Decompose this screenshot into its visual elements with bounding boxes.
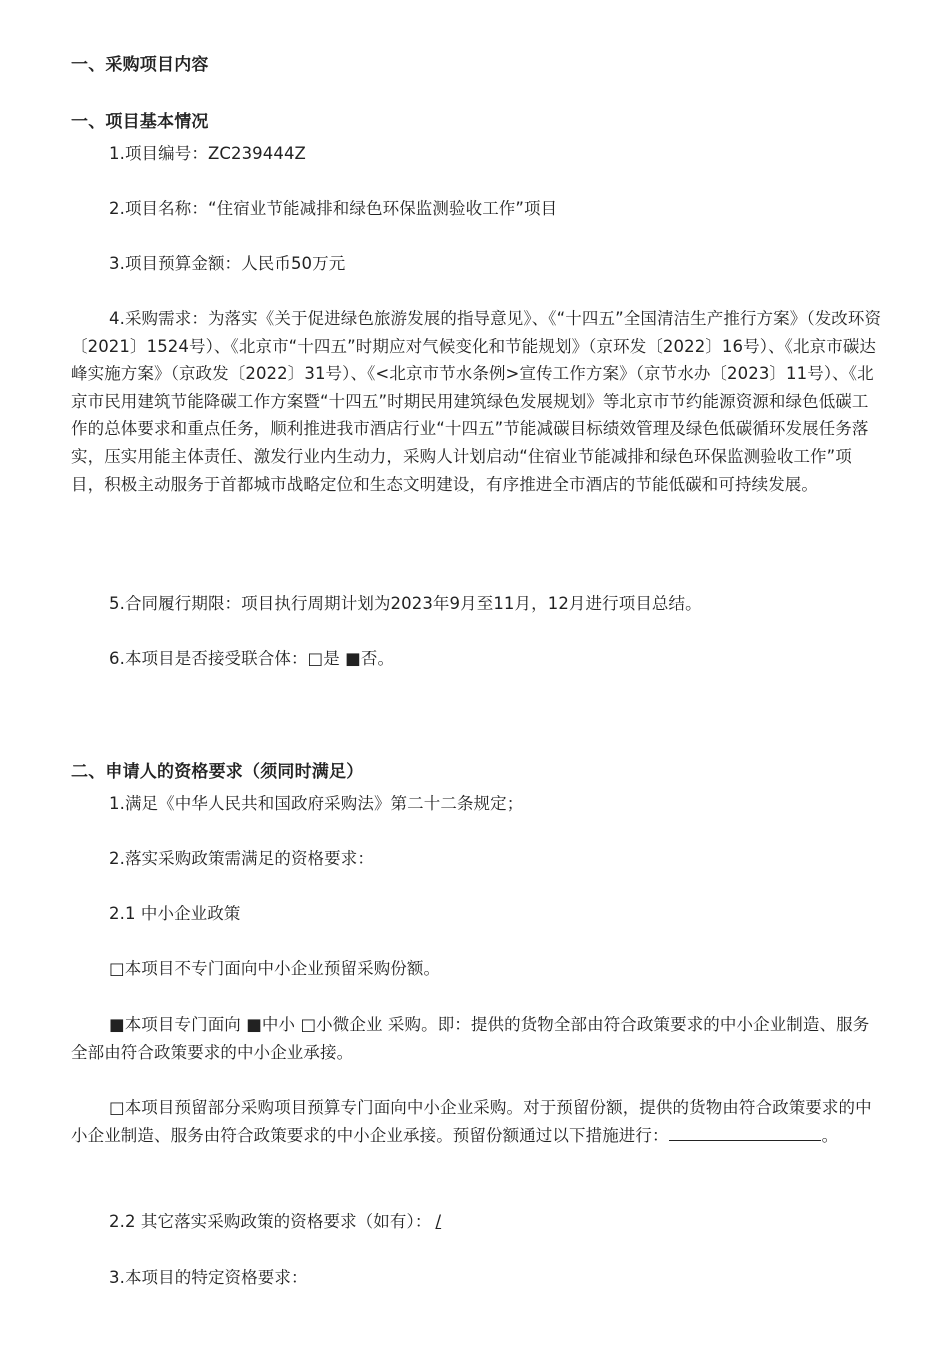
partial-reserve-end: 。 [821,1125,839,1145]
qual-sme-policy: 2.1 中小企业政策 [109,904,241,923]
item-contract-period: 5.合同履行期限：项目执行周期计划为2023年9月至11月，12月进行项目总结。 [109,594,702,613]
other-policy-value: / [435,1212,442,1231]
qual-option-partial-reserve [71,1094,883,1149]
item-consortium: 6.本项目是否接受联合体：□是 ■否。 [109,649,395,668]
qual-policy: 2.落实采购政策需满足的资格要求： [109,849,374,868]
item-project-number: 1.项目编号：ZC239444Z [109,144,306,163]
partial-reserve-text: □本项目预留部分采购项目预算专门面向中小企业采购。对于预留份额，提供的货物由符合政策要求的中小企业制造、服务由符合政策要求的中小企业承接。预留份额通过以下措施进行： [71,1098,872,1145]
qual-specific: 3.本项目的特定资格要求： [109,1268,308,1287]
qual-other-policy [71,1208,883,1236]
item-project-name: 2.项目名称：“住宿业节能减排和绿色环保监测验收工作”项目 [109,199,558,218]
qual-option-sme-only: ■本项目专门面向 ■中小 □小微企业 采购。即：提供的货物全部由符合政策要求的中小企业制造、服务全部由符合政策要求的中小企业承接。 [71,1015,870,1062]
qual-option-not-reserved: □本项目不专门面向中小企业预留采购份额。 [109,959,441,978]
measure-blank-line [669,1122,821,1141]
section1-heading: 一、项目基本情况 [71,112,209,132]
item-budget: 3.项目预算金额：人民币50万元 [109,254,346,273]
section2-heading: 二、申请人的资格要求（须同时满足） [71,762,364,782]
other-policy-label: 2.2 其它落实采购政策的资格要求（如有）： [109,1212,432,1231]
item-requirements: 4.采购需求：为落实《关于促进绿色旅游发展的指导意见》、《“十四五”全国清洁生产推行方案》（发改环资〔2021〕1524号）、《北京市“十四五”时期应对气候变化和节能规划》（京环发〔2022〕16号）、《北京市碳达峰实施方案》（京政发〔2022〕31号）、《<北京市节水条例>宣传工作方案》（京节水办〔2023〕11号）、《北京市民用建筑节能降碳工作方案暨“十四五”时期民用建筑绿色发展规划》等北京市节约能源资源和绿色低碳工作的总体要求和重点任务，顺利推进我市酒店行业“十四五”节能减碳目标绩效管理及绿色低碳循环发展任务落实，压实用能主体责任、激发行业内生动力，采购人计划启动“住宿业节能减排和绿色环保监测验收工作”项目，积极主动服务于首都城市战略定位和生态文明建设，有序推进全市酒店的节能低碳和可持续发展。 [71,309,882,494]
qual-government-law: 1.满足《中华人民共和国政府采购法》第二十二条规定； [109,794,524,813]
section-main-heading: 一、采购项目内容 [71,55,209,75]
